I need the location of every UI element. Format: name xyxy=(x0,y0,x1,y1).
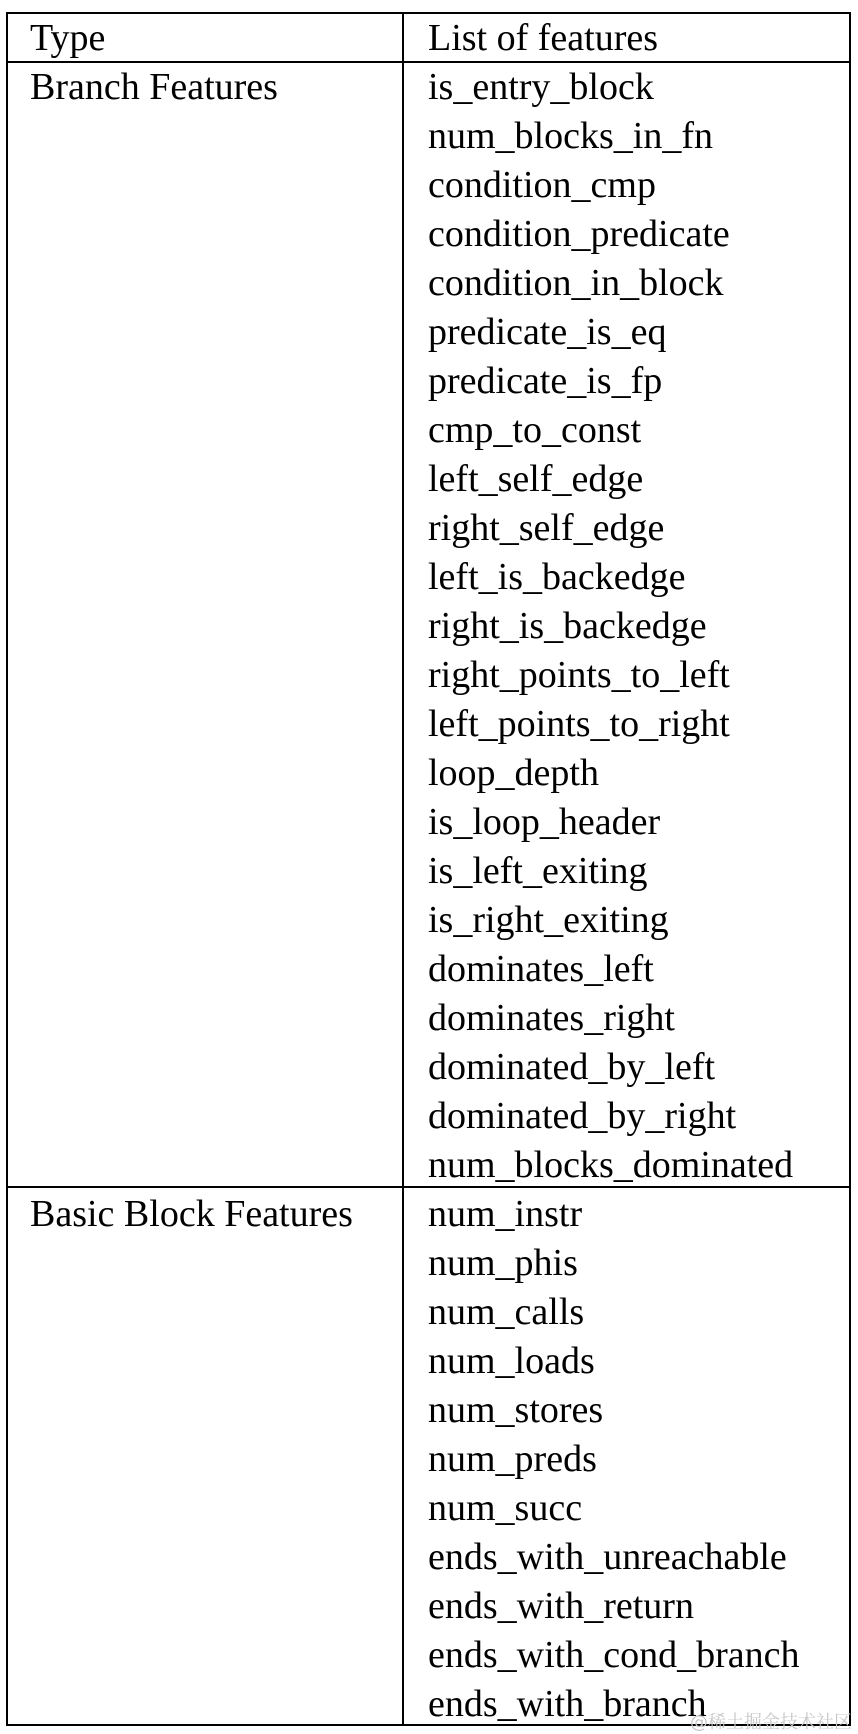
table-row-basic-block-features xyxy=(8,1190,849,1726)
feature-item: num_stores xyxy=(428,1389,604,1431)
feature-item: num_blocks_dominated xyxy=(428,1144,794,1186)
feature-item: dominated_by_right xyxy=(428,1095,737,1137)
feature-item: num_loads xyxy=(428,1340,595,1382)
feature-item: num_calls xyxy=(428,1291,585,1333)
feature-item: left_is_backedge xyxy=(428,556,686,598)
feature-item: is_left_exiting xyxy=(428,850,648,892)
watermark: @稀土掘金技术社区 xyxy=(690,1712,852,1733)
feature-item: is_right_exiting xyxy=(428,899,669,941)
table-row-branch-features xyxy=(8,63,849,1188)
feature-item: dominates_left xyxy=(428,948,654,990)
feature-item: right_is_backedge xyxy=(428,605,707,647)
feature-item: dominates_right xyxy=(428,997,675,1039)
feature-item: dominated_by_left xyxy=(428,1046,716,1088)
feature-item: left_self_edge xyxy=(428,458,644,500)
feature-item: ends_with_cond_branch xyxy=(428,1634,800,1676)
feature-list-branch xyxy=(428,63,793,1190)
header-type: Type xyxy=(30,17,106,59)
feature-item: ends_with_branch xyxy=(428,1683,707,1725)
table-header-row xyxy=(8,14,849,63)
feature-item: is_entry_block xyxy=(428,66,654,108)
feature-item: left_points_to_right xyxy=(428,703,730,745)
feature-item: loop_depth xyxy=(428,752,599,794)
feature-item: condition_in_block xyxy=(428,262,724,304)
type-basic-block-features: Basic Block Features xyxy=(30,1193,353,1235)
feature-item: num_blocks_in_fn xyxy=(428,115,713,157)
feature-item: is_loop_header xyxy=(428,801,661,843)
feature-item: right_points_to_left xyxy=(428,654,730,696)
feature-item: ends_with_unreachable xyxy=(428,1536,787,1578)
header-features: List of features xyxy=(428,17,659,59)
feature-item: predicate_is_eq xyxy=(428,311,667,353)
type-branch-features: Branch Features xyxy=(30,66,278,108)
feature-item: condition_predicate xyxy=(428,213,730,255)
feature-item: num_instr xyxy=(428,1193,583,1235)
feature-item: ends_with_return xyxy=(428,1585,694,1627)
feature-item: num_phis xyxy=(428,1242,578,1284)
feature-item: predicate_is_fp xyxy=(428,360,663,402)
feature-item: right_self_edge xyxy=(428,507,665,549)
features-table xyxy=(6,12,851,1726)
feature-item: condition_cmp xyxy=(428,164,656,206)
feature-list-basic-block xyxy=(428,1190,799,1729)
feature-item: num_succ xyxy=(428,1487,583,1529)
feature-item: num_preds xyxy=(428,1438,597,1480)
feature-item: cmp_to_const xyxy=(428,409,642,451)
